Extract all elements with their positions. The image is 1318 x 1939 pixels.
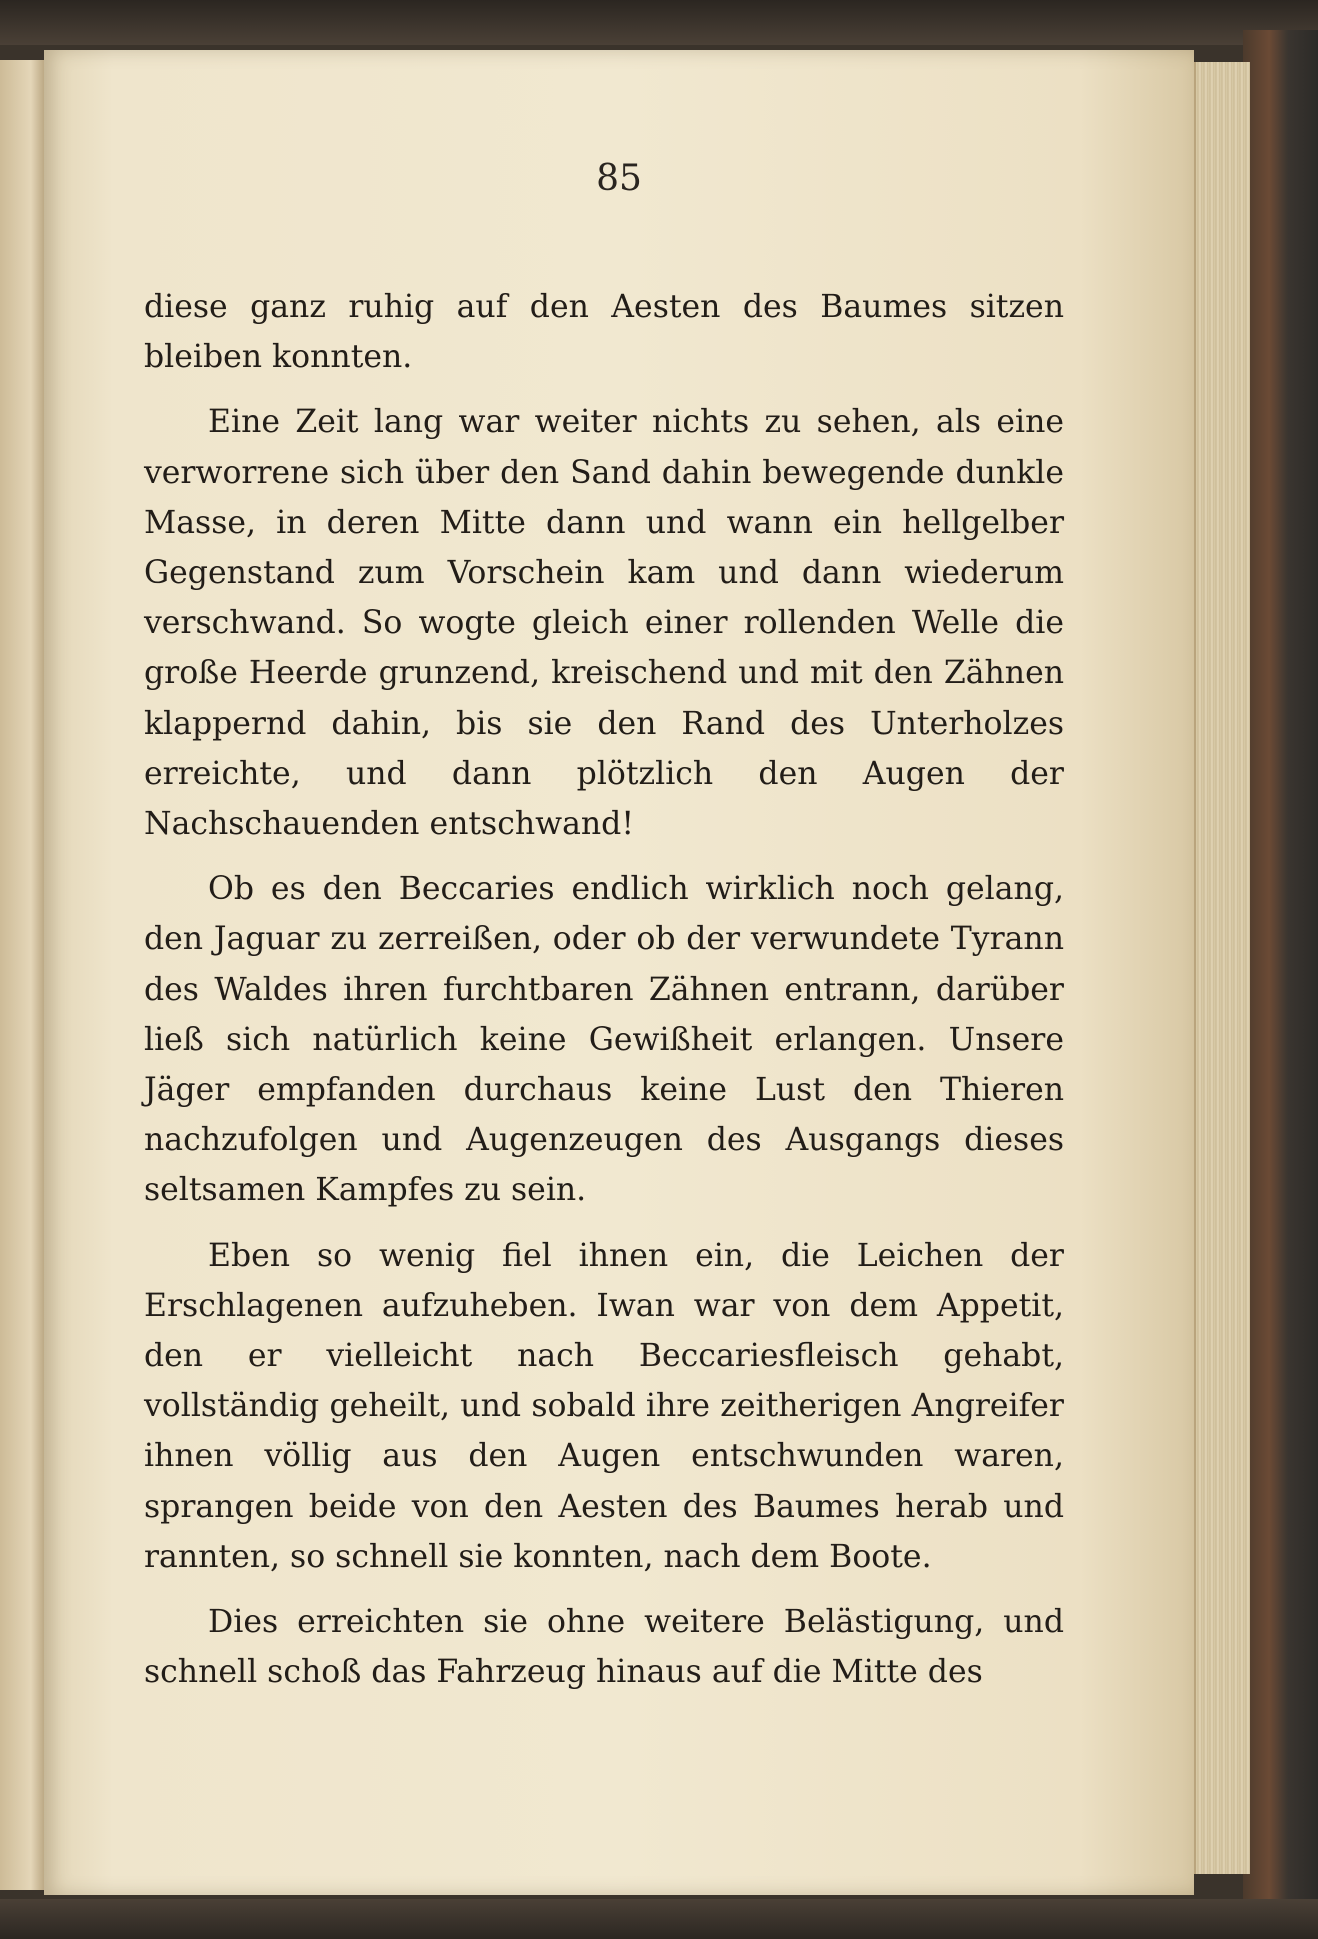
paragraph-2: Eine Zeit lang war weiter nichts zu sehen, als eine verworrene sich über den Sand dahin bewegende dunkle Masse, in deren Mitte dann und wann ein hellgelber Gegenstand zum Vorschein kam und dann wiederum verschwand. So wogte gleich einer rollenden Welle die große Heerde grunzend, kreischend und mit den Zähnen klappernd dahin, bis sie den Rand des Unterholzes erreichte, und dann plötzlich den Augen der Nachschauenden entschwand! bbox=[144, 404, 1064, 843]
facing-page-edge bbox=[0, 60, 44, 1890]
book-cover-bottom bbox=[0, 1899, 1318, 1939]
book-cover-top bbox=[0, 0, 1318, 45]
paragraph-4: Eben so wenig fiel ihnen ein, die Leichen der Erschlagenen aufzuheben. Iwan war von dem Appetit, den er vielleicht nach Beccariesfleisch gehabt, vollständig geheilt, und sobald ihre zeitherigen Angreifer ihnen völlig aus den Augen entschwunden waren, sprangen beide von den Aesten des Baumes herab und rannten, so schnell sie konnten, nach dem Boote. bbox=[144, 1237, 1064, 1575]
paragraph-5: Dies erreichten sie ohne weitere Belästigung, und schnell schoß das Fahrzeug hinaus auf die Mitte des bbox=[144, 1604, 1064, 1691]
page-number: 85 bbox=[596, 158, 642, 199]
book-page bbox=[44, 50, 1194, 1895]
paragraph-3: Ob es den Beccaries endlich wirklich noch gelang, den Jaguar zu zerreißen, oder ob der verwundete Tyrann des Waldes ihren furchtbaren Zähnen entrann, darüber ließ sich natürlich keine Gewißheit erlangen. Unsere Jäger empfanden durchaus keine Lust den Thieren nachzufolgen und Augenzeugen des Ausgangs dieses seltsamen Kampfes zu sein. bbox=[144, 871, 1064, 1209]
book-cover-right bbox=[1243, 30, 1318, 1939]
paragraph-1: diese ganz ruhig auf den Aesten des Baumes sitzen bleiben konnten. bbox=[144, 289, 1064, 376]
page-stack-edges bbox=[1194, 62, 1250, 1874]
body-text bbox=[144, 282, 1064, 1712]
